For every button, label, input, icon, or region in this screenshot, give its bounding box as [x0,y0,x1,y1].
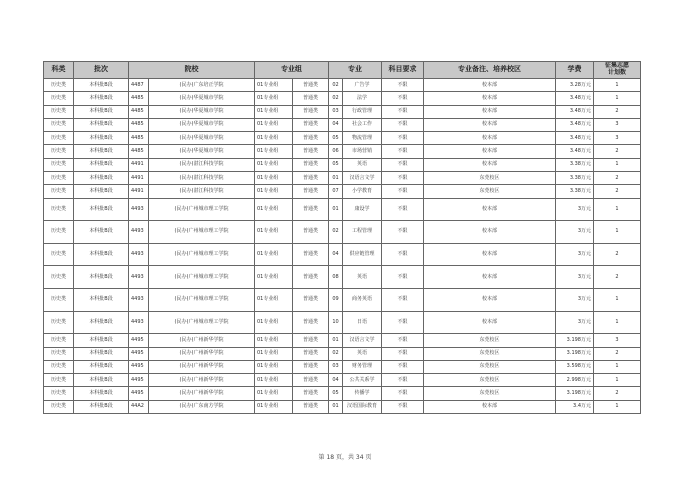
note-cell: 校本部 [424,105,556,118]
table-row [44,334,641,347]
group-cell: 01专业组 [255,198,293,221]
pici-cell: 本科批B段 [74,347,129,360]
group-cell: 01专业组 [255,243,293,266]
major-code-cell: 08 [329,266,343,289]
group-type-cell: 普通类 [293,347,329,360]
group-type-cell: 普通类 [293,334,329,347]
plan-cell: 1 [594,374,641,387]
subject-req-cell: 不限 [382,266,424,289]
group-cell: 01专业组 [255,221,293,244]
group-cell: 01专业组 [255,400,293,413]
group-cell: 01专业组 [255,360,293,373]
note-cell: 东莞校区 [424,334,556,347]
group-cell: 01专业组 [255,172,293,185]
table-row [44,92,641,105]
school-code-cell: 4493 [129,311,149,334]
kelei-cell: 历史类 [44,118,74,131]
group-type-cell: 普通类 [293,172,329,185]
major-name-cell: 商务英语 [343,289,382,312]
school-code-cell: 4493 [129,243,149,266]
group-type-cell: 普通类 [293,105,329,118]
major-code-cell: 09 [329,289,343,312]
kelei-cell: 历史类 [44,79,74,92]
pici-cell: 本科批B段 [74,311,129,334]
note-cell: 校本部 [424,289,556,312]
fee-cell: 3.598万元 [556,360,594,373]
school-name-cell: (民办)广州新华学院 [149,360,255,373]
kelei-cell: 历史类 [44,158,74,171]
plan-cell: 2 [594,347,641,360]
kelei-cell: 历史类 [44,289,74,312]
fee-cell: 3.48万元 [556,132,594,145]
fee-cell: 3万元 [556,198,594,221]
note-cell: 校本部 [424,132,556,145]
note-cell: 校本部 [424,158,556,171]
subject-req-cell: 不限 [382,158,424,171]
header-school: 院校 [129,62,255,79]
major-code-cell: 02 [329,221,343,244]
note-cell: 东莞校区 [424,374,556,387]
subject-req-cell: 不限 [382,360,424,373]
kelei-cell: 历史类 [44,145,74,158]
group-cell: 01专业组 [255,374,293,387]
school-name-cell: (民办)广州新华学院 [149,387,255,400]
pici-cell: 本科批B段 [74,360,129,373]
subject-req-cell: 不限 [382,185,424,198]
major-name-cell: 行政管理 [343,105,382,118]
group-type-cell: 普通类 [293,360,329,373]
subject-req-cell: 不限 [382,334,424,347]
group-cell: 01专业组 [255,132,293,145]
school-name-cell: (民办)华夏城市学院 [149,132,255,145]
pici-cell: 本科批B段 [74,198,129,221]
table-row [44,289,641,312]
plan-cell: 2 [594,105,641,118]
kelei-cell: 历史类 [44,387,74,400]
major-code-cell: 06 [329,145,343,158]
kelei-cell: 历史类 [44,221,74,244]
school-name-cell: (民办)湛江科技学院 [149,185,255,198]
fee-cell: 3.4万元 [556,400,594,413]
school-code-cell: 4485 [129,132,149,145]
school-code-cell: 4491 [129,158,149,171]
group-cell: 01专业组 [255,92,293,105]
major-name-cell: 公共关系学 [343,374,382,387]
group-cell: 01专业组 [255,347,293,360]
kelei-cell: 历史类 [44,185,74,198]
header-pici: 批次 [74,62,129,79]
major-name-cell: 法学 [343,92,382,105]
school-code-cell: 4491 [129,185,149,198]
note-cell: 校本部 [424,198,556,221]
subject-req-cell: 不限 [382,118,424,131]
page-footer: 第 18 页，共 34 页 [318,454,372,461]
major-code-cell: 02 [329,79,343,92]
school-code-cell: 4495 [129,374,149,387]
kelei-cell: 历史类 [44,266,74,289]
header-group: 专业组 [255,62,329,79]
group-cell: 01专业组 [255,266,293,289]
school-code-cell: 4493 [129,198,149,221]
major-name-cell: 康设学 [343,198,382,221]
pici-cell: 本科批B段 [74,221,129,244]
school-code-cell: 4487 [129,79,149,92]
subject-req-cell: 不限 [382,347,424,360]
group-type-cell: 普通类 [293,243,329,266]
major-code-cell: 04 [329,243,343,266]
major-name-cell: 日语 [343,311,382,334]
subject-req-cell: 不限 [382,311,424,334]
major-code-cell: 01 [329,198,343,221]
group-cell: 01专业组 [255,387,293,400]
pici-cell: 本科批B段 [74,92,129,105]
fee-cell: 3万元 [556,243,594,266]
major-code-cell: 07 [329,185,343,198]
group-type-cell: 普通类 [293,221,329,244]
kelei-cell: 历史类 [44,311,74,334]
major-code-cell: 04 [329,374,343,387]
school-code-cell: 44A2 [129,400,149,413]
group-cell: 01专业组 [255,105,293,118]
school-name-cell: (民办)广州城市理工学院 [149,266,255,289]
plan-cell: 2 [594,172,641,185]
group-type-cell: 普通类 [293,400,329,413]
fee-cell: 3.48万元 [556,118,594,131]
group-type-cell: 普通类 [293,289,329,312]
group-type-cell: 普通类 [293,132,329,145]
school-code-cell: 4495 [129,360,149,373]
group-cell: 01专业组 [255,289,293,312]
plan-cell: 1 [594,92,641,105]
group-cell: 01专业组 [255,118,293,131]
plan-cell: 2 [594,387,641,400]
subject-req-cell: 不限 [382,387,424,400]
school-name-cell: (民办)广州新华学院 [149,347,255,360]
subject-req-cell: 不限 [382,400,424,413]
subject-req-cell: 不限 [382,79,424,92]
table-row [44,360,641,373]
fee-cell: 3.28万元 [556,79,594,92]
pici-cell: 本科批B段 [74,374,129,387]
note-cell: 校本部 [424,266,556,289]
pici-cell: 本科批B段 [74,266,129,289]
school-name-cell: (民办)广州城市理工学院 [149,289,255,312]
school-name-cell: (民办)广州城市理工学院 [149,198,255,221]
plan-cell: 1 [594,198,641,221]
pici-cell: 本科批B段 [74,243,129,266]
group-type-cell: 普通类 [293,158,329,171]
note-cell: 校本部 [424,92,556,105]
school-name-cell: (民办)广州城市理工学院 [149,243,255,266]
school-name-cell: (民办)广州新华学院 [149,334,255,347]
subject-req-cell: 不限 [382,243,424,266]
major-name-cell: 小学教育 [343,185,382,198]
school-name-cell: (民办)广东南方学院 [149,400,255,413]
table-row [44,387,641,400]
group-cell: 01专业组 [255,158,293,171]
fee-cell: 3.38万元 [556,172,594,185]
pici-cell: 本科批B段 [74,185,129,198]
note-cell: 校本部 [424,118,556,131]
fee-cell: 3万元 [556,266,594,289]
header-note: 专业备注、培养校区 [424,62,556,79]
fee-cell: 3.48万元 [556,105,594,118]
fee-cell: 3.48万元 [556,145,594,158]
major-code-cell: 10 [329,311,343,334]
major-name-cell: 传播学 [343,387,382,400]
major-code-cell: 02 [329,347,343,360]
note-cell: 东莞校区 [424,387,556,400]
table-row [44,172,641,185]
subject-req-cell: 不限 [382,289,424,312]
subject-req-cell: 不限 [382,92,424,105]
school-name-cell: (民办)华夏城市学院 [149,145,255,158]
note-cell: 东莞校区 [424,172,556,185]
subject-req-cell: 不限 [382,132,424,145]
pici-cell: 本科批B段 [74,400,129,413]
plan-cell: 2 [594,266,641,289]
major-name-cell: 物流管理 [343,132,382,145]
table-row [44,79,641,92]
plan-cell: 1 [594,311,641,334]
school-name-cell: (民办)华夏城市学院 [149,92,255,105]
kelei-cell: 历史类 [44,374,74,387]
note-cell: 校本部 [424,243,556,266]
table-row [44,158,641,171]
major-name-cell: 供应链管理 [343,243,382,266]
major-name-cell: 财务管理 [343,360,382,373]
note-cell: 校本部 [424,400,556,413]
subject-req-cell: 不限 [382,221,424,244]
school-code-cell: 4485 [129,105,149,118]
plan-cell: 1 [594,79,641,92]
plan-cell: 3 [594,132,641,145]
school-name-cell: (民办)广州新华学院 [149,374,255,387]
header-plan-line2: 计划数 [607,69,626,76]
major-name-cell: 社会工作 [343,118,382,131]
kelei-cell: 历史类 [44,92,74,105]
kelei-cell: 历史类 [44,347,74,360]
major-code-cell: 05 [329,132,343,145]
header-major: 专业 [329,62,382,79]
table-row [44,221,641,244]
table-row [44,243,641,266]
school-name-cell: (民办)广州城市理工学院 [149,221,255,244]
major-code-cell: 01 [329,334,343,347]
school-name-cell: (民办)湛江科技学院 [149,158,255,171]
major-code-cell: 05 [329,387,343,400]
table-row [44,185,641,198]
school-name-cell: (民办)华夏城市学院 [149,105,255,118]
major-name-cell: 英语 [343,158,382,171]
major-name-cell: 广告学 [343,79,382,92]
major-code-cell: 03 [329,360,343,373]
plan-cell: 1 [594,158,641,171]
subject-req-cell: 不限 [382,198,424,221]
header-plan [594,62,641,79]
pici-cell: 本科批B段 [74,132,129,145]
pici-cell: 本科批B段 [74,79,129,92]
kelei-cell: 历史类 [44,172,74,185]
table-row [44,266,641,289]
table-row [44,118,641,131]
school-code-cell: 4495 [129,347,149,360]
fee-cell: 3.198万元 [556,347,594,360]
group-type-cell: 普通类 [293,387,329,400]
school-code-cell: 4485 [129,92,149,105]
plan-cell: 2 [594,185,641,198]
school-code-cell: 4493 [129,266,149,289]
school-code-cell: 4491 [129,172,149,185]
school-name-cell: (民办)华夏城市学院 [149,118,255,131]
group-type-cell: 普通类 [293,374,329,387]
major-code-cell: 02 [329,92,343,105]
major-name-cell: 市场营销 [343,145,382,158]
major-name-cell: 工程管理 [343,221,382,244]
group-cell: 01专业组 [255,185,293,198]
kelei-cell: 历史类 [44,198,74,221]
note-cell: 校本部 [424,221,556,244]
kelei-cell: 历史类 [44,334,74,347]
plan-cell: 1 [594,400,641,413]
pici-cell: 本科批B段 [74,118,129,131]
major-code-cell: 05 [329,158,343,171]
pici-cell: 本科批B段 [74,158,129,171]
fee-cell: 3万元 [556,221,594,244]
table-row [44,132,641,145]
school-code-cell: 4495 [129,387,149,400]
fee-cell: 3.38万元 [556,158,594,171]
group-type-cell: 普通类 [293,118,329,131]
subject-req-cell: 不限 [382,145,424,158]
fee-cell: 3万元 [556,289,594,312]
fee-cell: 2.998万元 [556,374,594,387]
subject-req-cell: 不限 [382,172,424,185]
kelei-cell: 历史类 [44,105,74,118]
plan-cell: 1 [594,289,641,312]
group-type-cell: 普通类 [293,145,329,158]
school-code-cell: 4493 [129,289,149,312]
table-row [44,347,641,360]
school-name-cell: (民办)广州城市理工学院 [149,311,255,334]
group-cell: 01专业组 [255,79,293,92]
table-row [44,400,641,413]
major-name-cell: 汉语言文学 [343,172,382,185]
group-type-cell: 普通类 [293,198,329,221]
school-code-cell: 4493 [129,221,149,244]
fee-cell: 3万元 [556,311,594,334]
header-row [44,62,641,79]
group-cell: 01专业组 [255,334,293,347]
major-name-cell: 英语 [343,347,382,360]
plan-cell: 1 [594,221,641,244]
note-cell: 校本部 [424,311,556,334]
group-cell: 01专业组 [255,311,293,334]
note-cell: 东莞校区 [424,347,556,360]
fee-cell: 3.48万元 [556,92,594,105]
note-cell: 校本部 [424,145,556,158]
major-name-cell: 英语 [343,266,382,289]
plan-cell: 2 [594,145,641,158]
school-name-cell: (民办)广东培正学院 [149,79,255,92]
group-type-cell: 普通类 [293,185,329,198]
fee-cell: 3.198万元 [556,334,594,347]
fee-cell: 3.198万元 [556,387,594,400]
note-cell: 校本部 [424,79,556,92]
group-type-cell: 普通类 [293,266,329,289]
plan-cell: 2 [594,243,641,266]
kelei-cell: 历史类 [44,400,74,413]
table-row [44,198,641,221]
table-row [44,105,641,118]
subject-req-cell: 不限 [382,374,424,387]
major-code-cell: 01 [329,400,343,413]
pici-cell: 本科批B段 [74,387,129,400]
group-type-cell: 普通类 [293,311,329,334]
header-plan-line1: 征集志愿 [604,62,629,70]
note-cell: 东莞校区 [424,185,556,198]
major-name-cell: 汉语国际教育 [343,400,382,413]
plan-cell: 3 [594,334,641,347]
fee-cell: 3.38万元 [556,185,594,198]
header-kelei: 科类 [44,62,74,79]
group-type-cell: 普通类 [293,92,329,105]
school-code-cell: 4485 [129,145,149,158]
school-code-cell: 4495 [129,334,149,347]
major-code-cell: 01 [329,172,343,185]
kelei-cell: 历史类 [44,243,74,266]
group-type-cell: 普通类 [293,79,329,92]
major-code-cell: 03 [329,105,343,118]
plan-cell: 1 [594,360,641,373]
pici-cell: 本科批B段 [74,334,129,347]
school-name-cell: (民办)湛江科技学院 [149,172,255,185]
plan-cell: 3 [594,118,641,131]
kelei-cell: 历史类 [44,132,74,145]
table-row [44,311,641,334]
school-code-cell: 4485 [129,118,149,131]
group-cell: 01专业组 [255,145,293,158]
pici-cell: 本科批B段 [74,289,129,312]
table-row [44,145,641,158]
major-name-cell: 汉语言文学 [343,334,382,347]
kelei-cell: 历史类 [44,360,74,373]
pici-cell: 本科批B段 [74,172,129,185]
admission-table [43,61,641,414]
pici-cell: 本科批B段 [74,145,129,158]
subject-req-cell: 不限 [382,105,424,118]
header-fee: 学费 [556,62,594,79]
table-row [44,374,641,387]
note-cell: 东莞校区 [424,360,556,373]
major-code-cell: 04 [329,118,343,131]
pici-cell: 本科批B段 [74,105,129,118]
header-subject-req: 科目要求 [382,62,424,79]
